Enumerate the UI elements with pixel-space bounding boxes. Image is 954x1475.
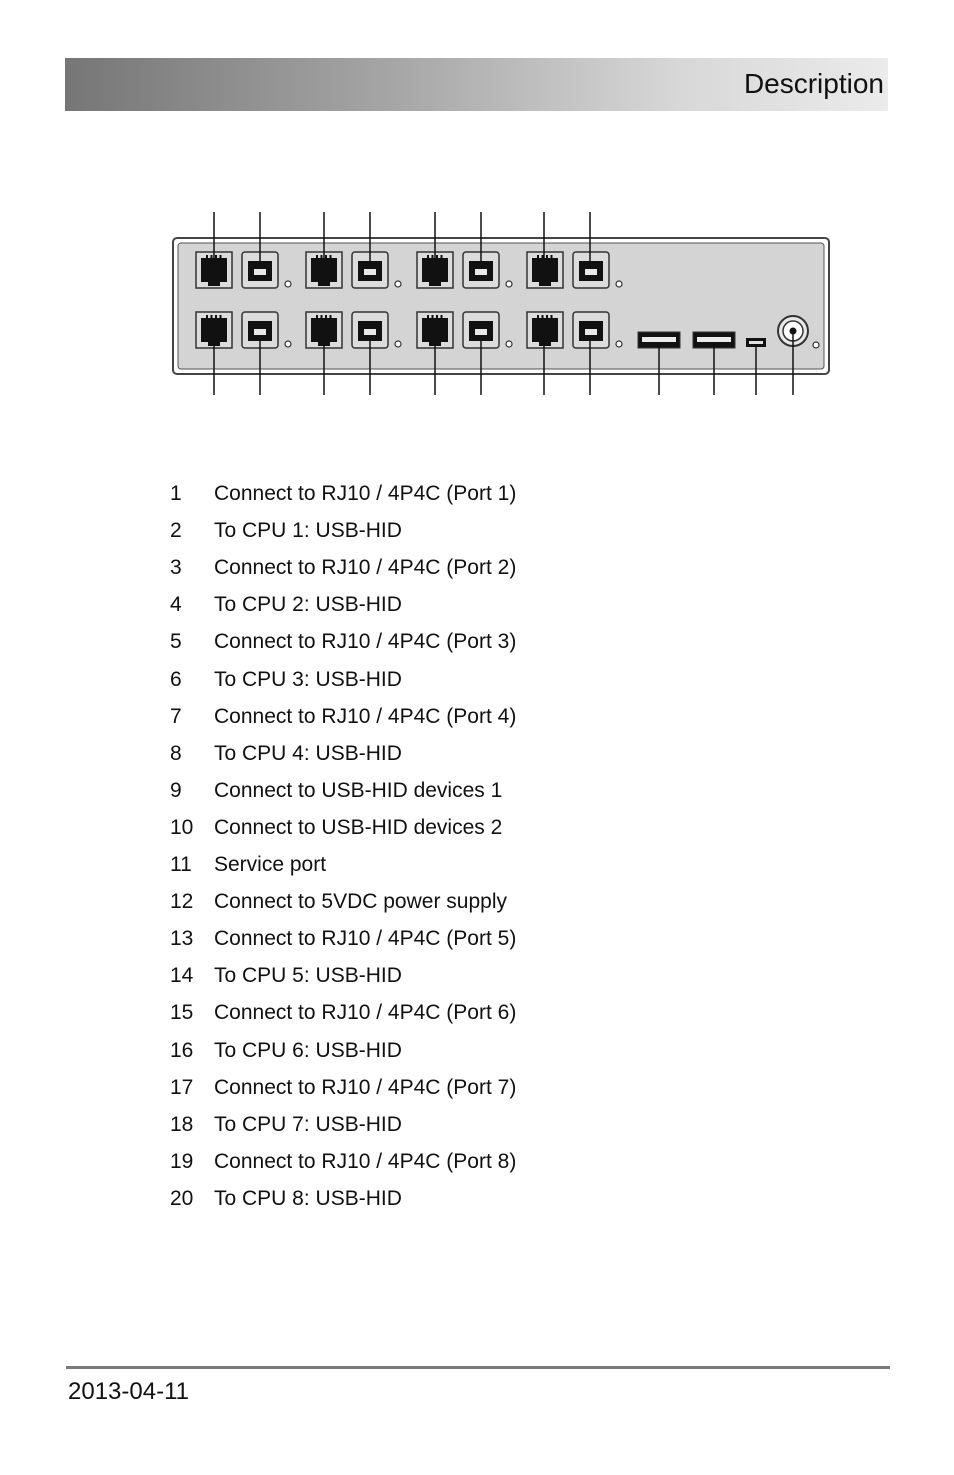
legend-text: Connect to RJ10 / 4P4C (Port 2) xyxy=(214,556,517,580)
rj-pin xyxy=(321,315,323,319)
rj-pin xyxy=(325,255,327,259)
legend-text: Connect to RJ10 / 4P4C (Port 4) xyxy=(214,704,517,728)
rj-socket xyxy=(311,258,337,286)
legend-number: 18 xyxy=(170,1112,194,1136)
legend-number: 7 xyxy=(170,704,182,728)
rj-pin xyxy=(211,315,213,319)
led-indicator xyxy=(285,281,291,287)
legend-text: Service port xyxy=(214,853,327,876)
rj-pin xyxy=(330,255,332,259)
rj-pin xyxy=(220,315,222,319)
rj-pin xyxy=(537,255,539,259)
legend-number: 20 xyxy=(170,1186,194,1210)
rj-pin xyxy=(321,255,323,259)
legend-number: 4 xyxy=(170,593,182,617)
rj-pin xyxy=(432,255,434,259)
legend-number: 17 xyxy=(170,1075,194,1099)
usb-a-pin xyxy=(652,342,655,346)
legend-text: To CPU 8: USB-HID xyxy=(214,1186,402,1210)
legend-text: Connect to RJ10 / 4P4C (Port 5) xyxy=(214,927,517,951)
legend-number: 6 xyxy=(170,667,182,691)
rj-pin xyxy=(436,255,438,259)
rj-socket xyxy=(201,258,227,286)
rj-pin xyxy=(436,315,438,319)
legend-text: Connect to USB-HID devices 1 xyxy=(214,778,503,802)
led-indicator xyxy=(285,341,291,347)
rj-pin xyxy=(427,255,429,259)
rj-pin xyxy=(215,315,217,319)
footer-divider xyxy=(66,1366,890,1369)
usb-b-tongue xyxy=(254,329,266,335)
footer-date: 2013-04-11 xyxy=(68,1378,189,1405)
legend-text: To CPU 7: USB-HID xyxy=(214,1112,402,1136)
rj-pin xyxy=(316,315,318,319)
legend-number: 5 xyxy=(170,630,182,654)
rj-socket xyxy=(532,318,558,346)
legend-number: 19 xyxy=(170,1149,194,1173)
usb-b-tongue xyxy=(364,269,376,275)
legend-number: 12 xyxy=(170,890,194,914)
rj-pin xyxy=(546,315,548,319)
legend-text: To CPU 3: USB-HID xyxy=(214,667,402,691)
led-indicator xyxy=(506,341,512,347)
led-indicator xyxy=(395,341,401,347)
legend-text: Connect to RJ10 / 4P4C (Port 1) xyxy=(214,482,517,505)
usb-b-tongue xyxy=(475,269,487,275)
legend-number: 8 xyxy=(170,741,182,765)
rj-pin xyxy=(220,255,222,259)
rj-socket xyxy=(422,258,448,286)
led-indicator xyxy=(395,281,401,287)
led-indicator xyxy=(616,281,622,287)
legend-text: To CPU 5: USB-HID xyxy=(214,964,402,988)
led-indicator xyxy=(616,341,622,347)
usb-a-pin xyxy=(718,342,721,346)
legend-text: To CPU 4: USB-HID xyxy=(214,741,402,765)
rj-pin xyxy=(206,315,208,319)
legend-text: Connect to RJ10 / 4P4C (Port 3) xyxy=(214,630,517,654)
rj-pin xyxy=(432,315,434,319)
usb-b-tongue xyxy=(585,329,597,335)
legend-number: 3 xyxy=(170,556,182,580)
legend-text: Connect to 5VDC power supply xyxy=(214,890,507,914)
legend-number: 16 xyxy=(170,1038,194,1062)
legend-text: Connect to RJ10 / 4P4C (Port 6) xyxy=(214,1001,517,1025)
mini-usb-tongue xyxy=(749,341,763,344)
legend-text: Connect to RJ10 / 4P4C (Port 8) xyxy=(214,1149,517,1173)
usb-b-tongue xyxy=(254,269,266,275)
legend-number: 2 xyxy=(170,519,182,543)
legend-number: 1 xyxy=(170,482,182,505)
legend-number: 9 xyxy=(170,778,182,802)
usb-a-pin xyxy=(663,342,666,346)
rj-pin xyxy=(316,255,318,259)
rj-pin xyxy=(330,315,332,319)
rj-socket xyxy=(532,258,558,286)
usb-b-tongue xyxy=(585,269,597,275)
rj-pin xyxy=(441,255,443,259)
rj-pin xyxy=(215,255,217,259)
usb-b-tongue xyxy=(475,329,487,335)
rj-pin xyxy=(542,315,544,319)
rj-pin xyxy=(325,315,327,319)
legend-text: To CPU 2: USB-HID xyxy=(214,593,402,617)
rj-pin xyxy=(551,255,553,259)
legend-number: 10 xyxy=(170,815,194,839)
device-rear-panel-diagram xyxy=(0,0,954,420)
legend-text: Connect to USB-HID devices 2 xyxy=(214,815,503,839)
led-indicator xyxy=(506,281,512,287)
rj-pin xyxy=(537,315,539,319)
led-indicator xyxy=(813,342,819,348)
rj-pin xyxy=(542,255,544,259)
page-title: Description xyxy=(743,68,884,99)
legend-number: 14 xyxy=(170,964,194,988)
usb-a-pin xyxy=(707,342,710,346)
rj-pin xyxy=(441,315,443,319)
rj-pin xyxy=(546,255,548,259)
usb-b-tongue xyxy=(364,329,376,335)
rj-pin xyxy=(551,315,553,319)
rj-pin xyxy=(211,255,213,259)
legend-number: 11 xyxy=(170,853,192,876)
rj-pin xyxy=(206,255,208,259)
legend-text: Connect to RJ10 / 4P4C (Port 7) xyxy=(214,1075,517,1099)
legend-number: 15 xyxy=(170,1001,194,1025)
rj-pin xyxy=(427,315,429,319)
usb-a-tongue xyxy=(697,337,731,342)
legend-number: 13 xyxy=(170,927,194,951)
usb-a-tongue xyxy=(642,337,676,342)
legend-text: To CPU 6: USB-HID xyxy=(214,1038,402,1062)
legend-text: To CPU 1: USB-HID xyxy=(214,519,402,543)
